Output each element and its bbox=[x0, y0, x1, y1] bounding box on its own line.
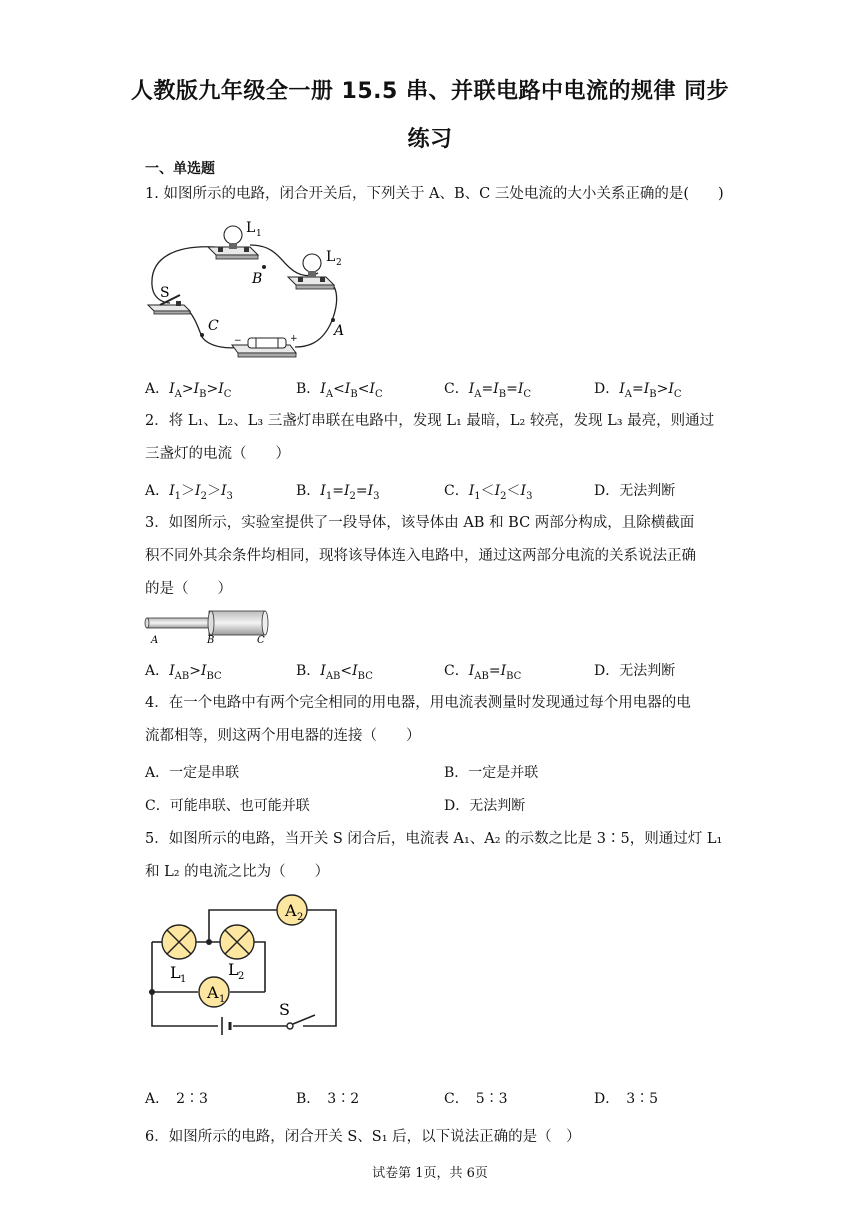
label-a: A bbox=[151, 635, 159, 646]
q1-stem: 1. 如图所示的电路，闭合开关后，下列关于 A、B、C 三处电流的大小关系正确的是( ) bbox=[145, 186, 724, 202]
q4-option-a[interactable]: A．一定是串联 bbox=[145, 765, 240, 781]
q1-circuit-figure bbox=[140, 215, 370, 365]
q2-option-b[interactable]: B．$I_1=I_2=I_3$ bbox=[296, 483, 380, 502]
q5-option-b[interactable]: B． 3∶2 bbox=[296, 1091, 360, 1107]
section-heading: 一、单选题 bbox=[145, 161, 215, 177]
q2-stem-line2: 三盏灯的电流（ ） bbox=[145, 446, 290, 462]
page-footer: 试卷第 1页，共 6页 bbox=[372, 1166, 488, 1181]
label-c: C bbox=[257, 635, 265, 646]
page-title: 人教版九年级全一册 15.5 串、并联电路中电流的规律 同步 bbox=[130, 79, 730, 104]
q5-stem-line2: 和 L₂ 的电流之比为（ ） bbox=[145, 864, 330, 880]
page-title-line2: 练习 bbox=[407, 127, 453, 152]
q5-option-c[interactable]: C． 5∶3 bbox=[444, 1091, 508, 1107]
q2-option-c[interactable]: C．$I_1<I_2<I_3$ bbox=[444, 483, 533, 502]
label-l1-sub: 1 bbox=[256, 229, 262, 239]
q1-option-d[interactable]: D．$I_A=I_B>I_C$ bbox=[594, 381, 682, 400]
label-l1: L bbox=[170, 963, 181, 982]
label-minus: − bbox=[234, 336, 242, 346]
label-a2: A bbox=[285, 901, 297, 920]
q3-option-b[interactable]: B．$I_{AB}<I_{BC}$ bbox=[296, 663, 373, 682]
q5-option-a[interactable]: A． 2∶3 bbox=[145, 1091, 208, 1107]
lamp-l1-icon bbox=[162, 925, 196, 959]
label-l2-sub: 2 bbox=[238, 971, 245, 982]
q1-option-a[interactable]: A．$I_A>I_B>I_C$ bbox=[145, 381, 232, 400]
q3-option-a[interactable]: A．$I_{AB}>I_{BC}$ bbox=[145, 663, 222, 682]
label-l2: L bbox=[228, 960, 239, 979]
q2-option-d[interactable]: D．无法判断 bbox=[594, 483, 676, 499]
q3-option-d[interactable]: D．无法判断 bbox=[594, 663, 676, 679]
lamp-l2-icon bbox=[220, 925, 254, 959]
label-a1: A bbox=[207, 983, 219, 1002]
q6-stem-line1: 6．如图所示的电路，闭合开关 S、S₁ 后，以下说法正确的是（ ） bbox=[145, 1129, 581, 1145]
label-l1-sub: 1 bbox=[180, 974, 187, 985]
label-plus: + bbox=[290, 334, 298, 344]
q3-stem-line3: 的是（ ） bbox=[145, 581, 232, 597]
q5-option-d[interactable]: D． 3∶5 bbox=[594, 1091, 659, 1107]
q4-option-c[interactable]: C．可能串联、也可能并联 bbox=[145, 798, 310, 814]
label-a1-sub: 1 bbox=[219, 994, 226, 1005]
q1-option-c[interactable]: C．$I_A=I_B=I_C$ bbox=[444, 381, 532, 400]
q3-stem-line1: 3．如图所示，实验室提供了一段导体，该导体由 AB 和 BC 两部分构成，且除横截面 bbox=[145, 515, 695, 531]
q1-option-b[interactable]: B．$I_A<I_B<I_C$ bbox=[296, 381, 383, 400]
label-c: C bbox=[208, 318, 219, 334]
q4-option-d[interactable]: D．无法判断 bbox=[444, 798, 526, 814]
q5-stem-line1: 5．如图所示的电路，当开关 S 闭合后，电流表 A₁、A₂ 的示数之比是 3∶5，则通过灯 L₁ bbox=[145, 831, 723, 847]
q2-stem-line1: 2．将 L₁、L₂、L₃ 三盏灯串联在电路中，发现 L₁ 最暗，L₂ 较亮，发现 L₃ 最亮，则通过 bbox=[145, 413, 715, 429]
label-s: S bbox=[160, 285, 170, 301]
q4-stem-line2: 流都相等，则这两个用电器的连接（ ） bbox=[145, 728, 421, 744]
battery-icon bbox=[232, 338, 296, 357]
label-b: B bbox=[207, 635, 215, 646]
q3-stem-line2: 积不同外其余条件均相同，现将该导体连入电路中，通过这两部分电流的关系说法正确 bbox=[145, 548, 696, 564]
q5-circuit-figure bbox=[140, 893, 350, 1043]
label-l2-sub: 2 bbox=[336, 258, 342, 268]
q3-option-c[interactable]: C．$I_{AB}=I_{BC}$ bbox=[444, 663, 522, 682]
label-b: B bbox=[252, 271, 263, 287]
q4-option-b[interactable]: B．一定是并联 bbox=[444, 765, 539, 781]
label-a: A bbox=[334, 323, 345, 339]
label-s: S bbox=[279, 1000, 290, 1019]
q2-option-a[interactable]: A．$I_1>I_2>I_3$ bbox=[145, 483, 233, 502]
label-l1: L bbox=[246, 220, 256, 236]
label-l2: L bbox=[326, 249, 336, 265]
q4-stem-line1: 4．在一个电路中有两个完全相同的用电器，用电流表测量时发现通过每个用电器的电 bbox=[145, 695, 691, 711]
q3-conductor-figure bbox=[143, 606, 273, 646]
label-a2-sub: 2 bbox=[297, 912, 304, 923]
